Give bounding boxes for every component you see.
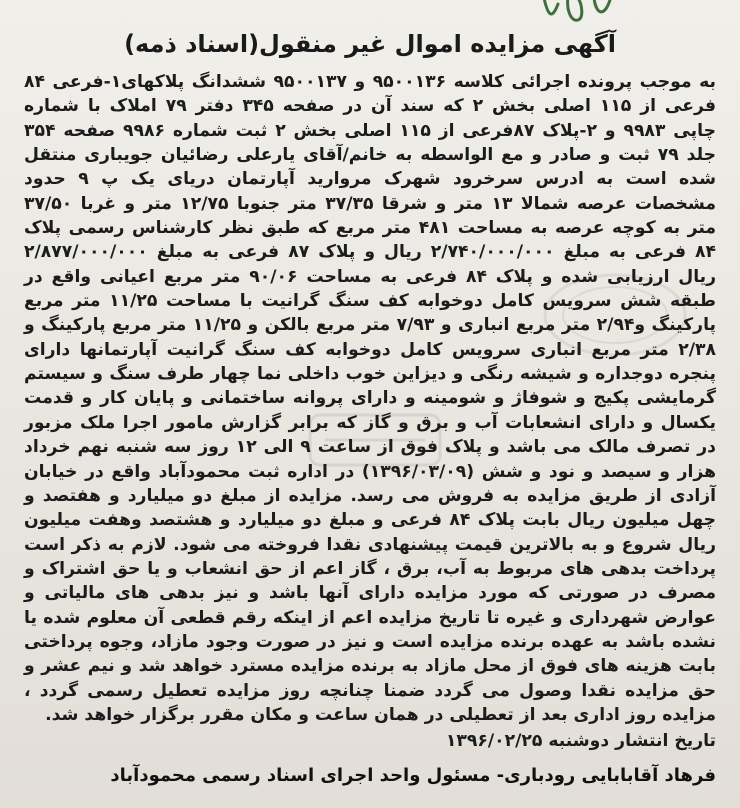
notice-body-text: به موجب پرونده اجرائی کلاسه ۹۵۰۰۱۳۶ و ۹۵۰۰۱۳۷ ششدانگ پلاکهای۱-فرعی ۸۴ فرعی از ۱۱۵ اصلی بخش ۲ که سند آن در صفحه ۳۴۵ دفتر ۷۹ املاک با شماره چاپی ۹۹۸۳ و ۲-پلاک ۸۷فرعی از ۱۱۵ اصلی بخش ۲ ثبت شماره ۹۹۸۶ صفحه ۳۵۴ جلد ۷۹ ثبت و صادر و مع الواسطه به خانم/آقای یارعلی رضائیان جویباری منتقل شده است به ادرس سرخرود شهرک مروارید آپارتمان دریای یک پ ۹ حدود مشخصات عرصه شمالا ۱۳ متر و شرقا ۳۷/۳۵ متر جنوبا ۱۲/۷۵ متر و غربا ۳۷/۵۰ متر به کوچه عرصه به مساحت ۴۸۱ متر مربع که طبق نظر کارشناس رسمی پلاک ۸۴ فرعی به مبلغ ۲/۷۴۰/۰۰۰/۰۰۰ ریال و پلاک ۸۷ فرعی به مبلغ ۲/۸۷۷/۰۰۰/۰۰۰ ریال ارزیابی شده و پلاک ۸۴ فرعی به مساحت ۹۰/۰۶ متر مربع اعیانی واقع در طبقه شش سرویس کامل دوخوابه کف سنگ گرانیت با مساحت ۱۱/۲۵ متر مربع پارکینگ و۲/۹۴ متر مربع انباری و ۷/۹۳ متر مربع بالکن و ۱۱/۲۵ متر مربع پارکینگ و ۲/۳۸ متر مربع انباری سرویس کامل دوخوابه کف سنگ گرانیت آپارتمانها دارای پنجره دوجداره و شیشه رنگی و دیزاین خوب داخلی نما چهار طرف سنگ و سیستم گرمایشی پکیج و شوفاژ و شومینه و دارای پروانه ساختمانی و پایان کار و قدمت یکسال و دارای انشعابات آب و برق و گاز که برابر گزارش مامور اجرا ملک مزبور در تصرف مالک می باشد و پلاک فوق از ساعت ۹ الی ۱۲ روز سه شنبه نهم خرداد هزار و سیصد و نود و شش (۱۳۹۶/۰۳/۰۹) در اداره ثبت محمودآباد واقع در خیابان آزادی از طریق مزایده به فروش می رسد. مزایده از مبلغ دو میلیارد و هفتصد و چهل میلیون ریال بابت پلاک ۸۴ فرعی و مبلغ دو میلیارد و هشتصد وهفت میلیون ریال شروع و به بالاترین قیمت پیشنهادی نقدا فروخته می شود. لازم به ذکر است پرداخت بدهی های مربوط به آب، برق ، گاز اعم از حق انشعاب و یا حق اشتراک و مصرف در صورتی که مورد مزایده دارای آنها باشد و نیز بدهی های مالیاتی و عوارض شهرداری و غیره تا تاریخ مزایده اعم از اینکه رقم قطعی آن معلوم شده یا نشده باشد به عهده برنده مزایده است و نیز در صورت وجود مازاد، وجوه پرداختی بابت هزینه های فوق از محل مازاد به برنده مزایده مسترد خواهد شد و نیم عشر و حق مزایده نقدا وصول می گردد ضمنا چنانچه روز مزایده تعطیل رسمی گردد ، مزایده روز اداری بعد از تعطیلی در همان ساعت و مکان مقرر برگزار خواهد شد. xyxy=(24,72,717,725)
handwritten-number-mark xyxy=(538,0,620,28)
notice-body xyxy=(24,70,716,727)
signature-line: فرهاد آقابابایی رودباری- مسئول واحد اجرای اسناد رسمی محمودآباد xyxy=(110,765,716,786)
notice-title: آگهی مزایده اموال غیر منقول(اسناد ذمه) xyxy=(124,30,616,58)
publish-date: تاریخ انتشار دوشنبه ۱۳۹۶/۰۲/۲۵ xyxy=(445,731,716,751)
